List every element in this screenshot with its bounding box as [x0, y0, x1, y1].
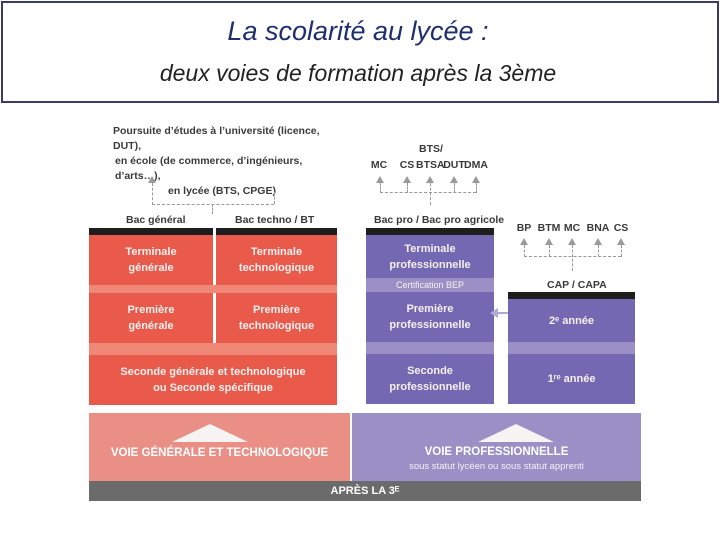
- triangle-icon: [172, 424, 248, 442]
- connector-line: [476, 183, 477, 193]
- outcome-pro-1: MC: [370, 159, 388, 171]
- cell-gap: [89, 285, 337, 293]
- diploma-bac-general: Bac général: [126, 214, 186, 226]
- diploma-bar: [216, 228, 337, 235]
- arrow-up-icon: [520, 238, 528, 245]
- connector-line: [152, 183, 153, 205]
- bts-label: BTS/: [419, 143, 443, 155]
- poursuite-line-1: Poursuite d’études à l’université (licence, DUT),: [113, 125, 320, 152]
- arrow-up-icon: [450, 176, 458, 183]
- poursuite-line-2: en école (de commerce, d’ingénieurs, d’arts…),: [115, 155, 303, 182]
- cell-seconde-gt: Seconde générale et technologique ou Seconde spécifique: [89, 355, 337, 405]
- outcome-cap-3: MC: [563, 222, 581, 234]
- outcome-cap-5: CS: [613, 222, 629, 234]
- outcome-pro-3: BTSA: [416, 159, 445, 171]
- voie-generale-label: VOIE GÉNÉRALE ET TECHNOLOGIQUE: [110, 447, 329, 459]
- triangle-icon: [478, 424, 554, 442]
- voie-pro-sublabel: sous statut lycéen ou sous statut apprenti: [409, 461, 584, 472]
- cell-certification-bep: Certification BEP: [366, 278, 494, 292]
- cell-premiere-pro: Première professionnelle: [366, 292, 494, 342]
- arrow-up-icon: [594, 238, 602, 245]
- connector-line: [524, 256, 621, 257]
- page-title: La scolarité au lycée :: [227, 16, 489, 46]
- poursuite-line-3: en lycée (BTS, CPGE): [168, 185, 276, 197]
- diploma-bar: [366, 228, 494, 235]
- diploma-bac-pro: Bac pro / Bac pro agricole: [374, 214, 505, 226]
- arrow-up-icon: [545, 238, 553, 245]
- connector-line: [212, 204, 213, 214]
- cell-premiere-generale: Première générale: [89, 293, 213, 343]
- arrow-up-icon: [617, 238, 625, 245]
- cell-gap: [508, 342, 635, 354]
- diploma-bar: [508, 292, 635, 299]
- page-subtitle: deux voies de formation après la 3ème: [159, 60, 557, 86]
- arrow-up-icon: [403, 176, 411, 183]
- cell-cap-1re-annee: 1ʳᵉ année: [508, 354, 635, 404]
- outcome-cap-4: BNA: [586, 222, 610, 234]
- outcome-cap-2: BTM: [537, 222, 561, 234]
- connector-line: [430, 183, 431, 205]
- connector-line: [152, 204, 274, 205]
- connector-line: [572, 245, 573, 271]
- outcome-cap-1: BP: [516, 222, 532, 234]
- arrow-up-icon: [148, 176, 156, 183]
- cell-cap-2e-annee: 2ᵉ année: [508, 299, 635, 342]
- arrow-left-icon: [490, 308, 498, 318]
- cell-gap: [89, 343, 337, 355]
- cell-seconde-pro: Seconde professionnelle: [366, 354, 494, 404]
- cell-gap: [366, 342, 494, 354]
- diploma-cap: CAP / CAPA: [547, 279, 607, 291]
- arrow-up-icon: [376, 176, 384, 183]
- cell-premiere-techno: Première technologique: [216, 293, 337, 343]
- diploma-bar: [89, 228, 213, 235]
- connector-line: [380, 192, 476, 193]
- apres-3e-band: APRÈS LA 3ᴱ: [89, 481, 641, 501]
- voie-pro-label: VOIE PROFESSIONNELLE: [424, 446, 569, 458]
- outcome-pro-5: DMA: [464, 159, 488, 171]
- outcome-pro-4: DUT: [443, 159, 465, 171]
- cell-terminale-generale: Terminale générale: [89, 235, 213, 285]
- cell-terminale-pro: Terminale professionnelle: [366, 235, 494, 278]
- connector-line: [621, 245, 622, 257]
- outcome-pro-2: CS: [399, 159, 415, 171]
- diploma-bac-techno: Bac techno / BT: [235, 214, 315, 226]
- arrow-up-icon: [472, 176, 480, 183]
- arrow-up-icon: [568, 238, 576, 245]
- arrow-up-icon: [426, 176, 434, 183]
- cell-terminale-techno: Terminale technologique: [216, 235, 337, 285]
- poursuite-etudes-text: [113, 124, 343, 199]
- connector-line: [274, 192, 275, 204]
